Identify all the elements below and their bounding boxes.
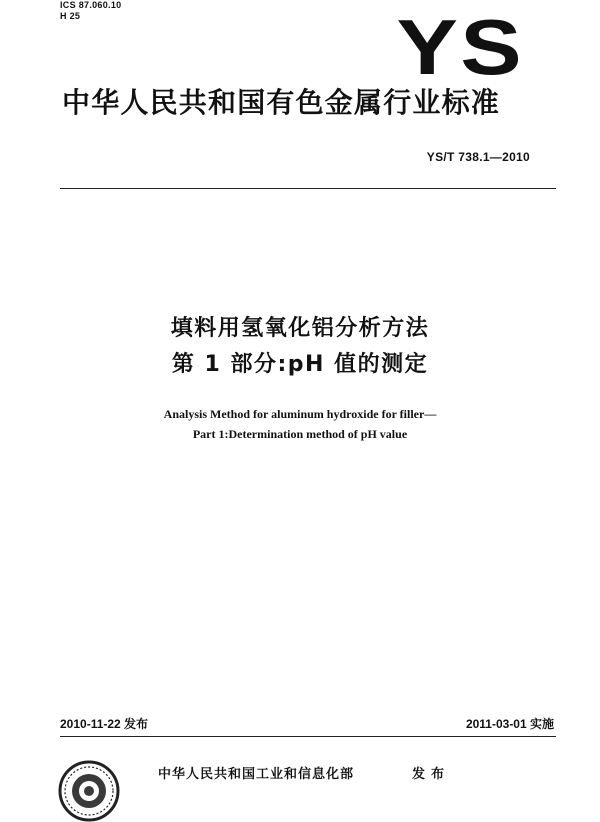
top-divider: [60, 188, 556, 189]
title-chinese-line-2: 第 1 部分:pH 值的测定: [171, 352, 429, 377]
title-english-line-2: Part 1:Determination method of pH value: [192, 427, 408, 441]
official-seal-icon: [58, 760, 120, 822]
title-english-line-1: Analysis Method for aluminum hydroxide for filler—: [163, 407, 437, 421]
title-chinese-line-1: 填料用氢氧化铝分析方法: [170, 316, 430, 341]
publisher-name: 中华人民共和国工业和信息化部: [158, 767, 355, 782]
implementation-date: 2011-03-01 实施: [465, 717, 554, 731]
standard-number: YS/T 738.1—2010: [426, 150, 530, 164]
ics-code: ICS 87.060.10: [60, 0, 122, 10]
issue-date: 2010-11-22 发布: [60, 717, 149, 731]
organization-title: 中华人民共和国有色金属行业标准: [62, 86, 501, 119]
publish-label: 发布: [412, 767, 451, 782]
ys-logo: YS: [396, 3, 524, 91]
bottom-divider: [60, 736, 556, 737]
ccs-code: H 25: [60, 11, 81, 21]
